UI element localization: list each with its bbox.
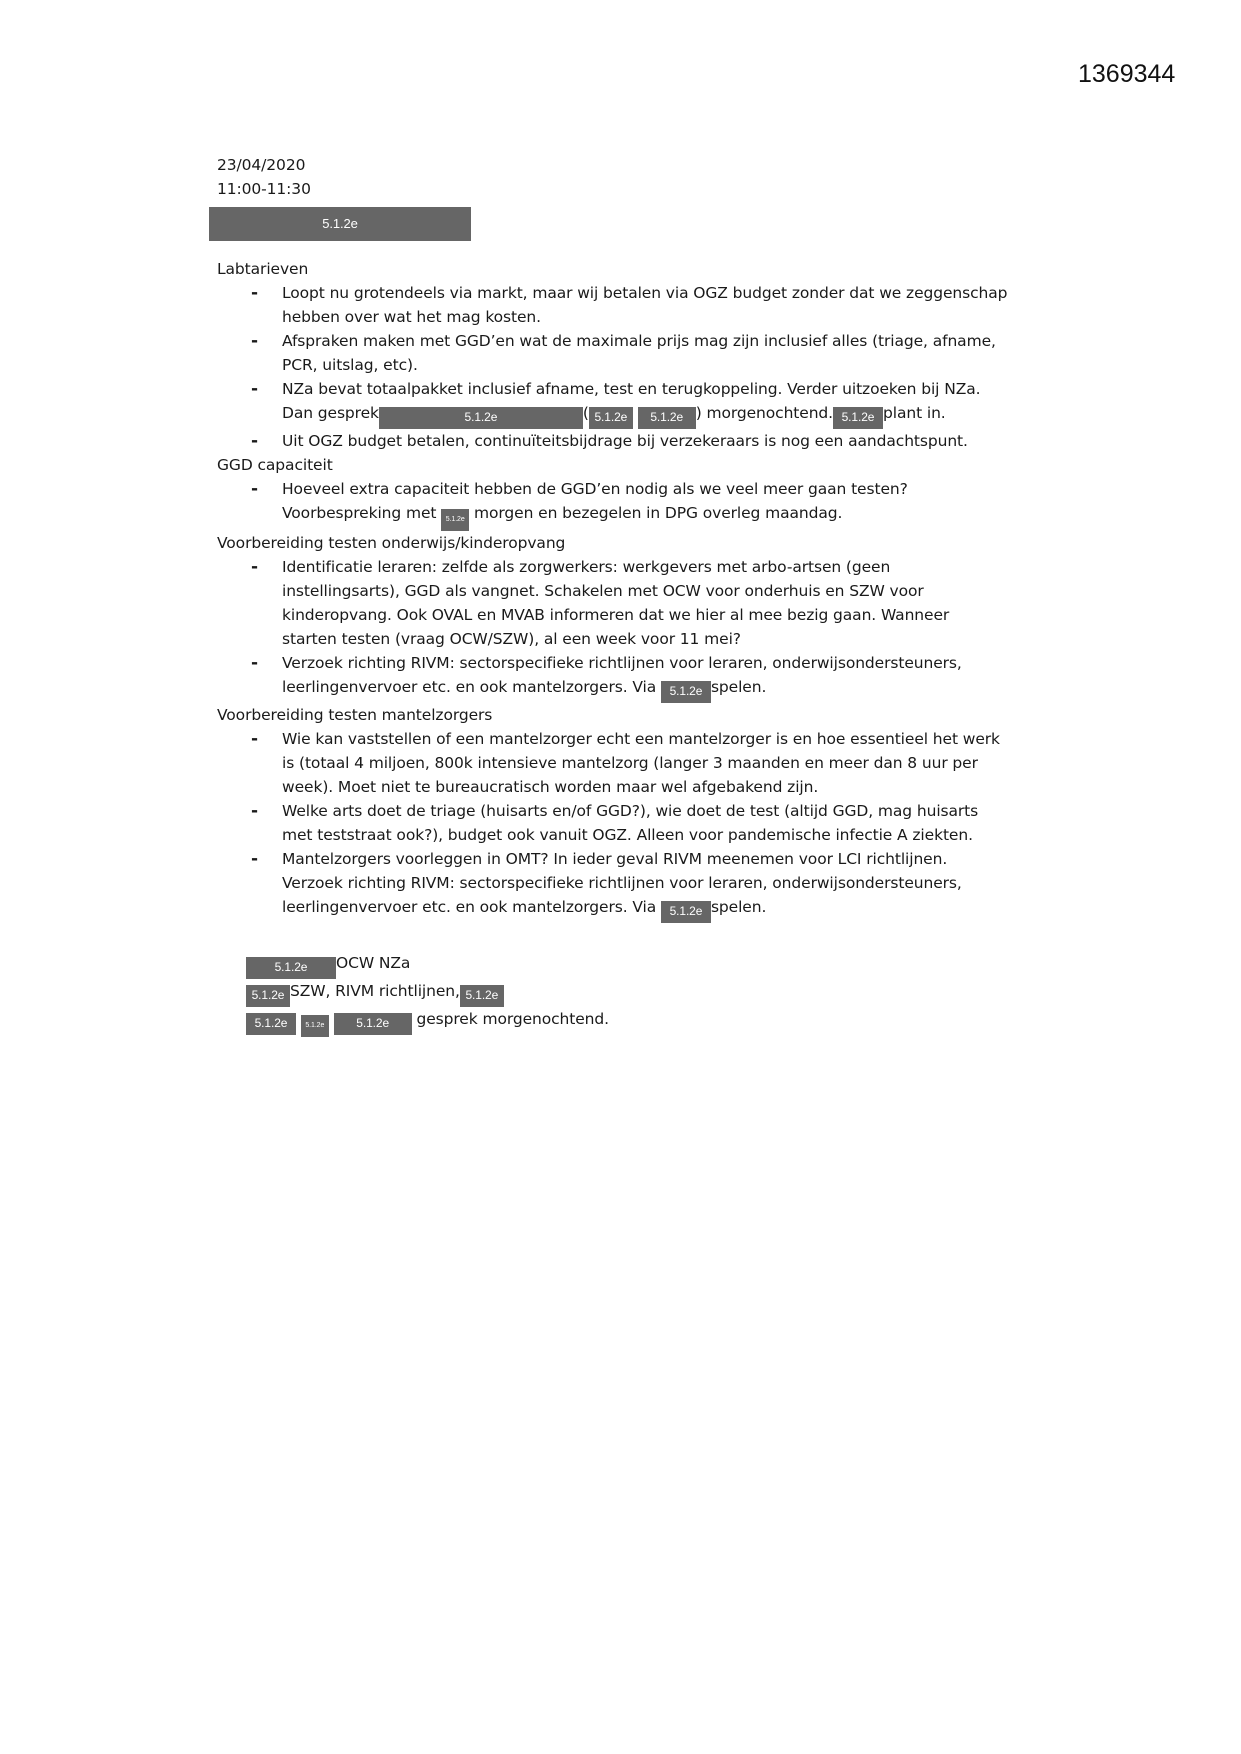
- list-item-text: [282, 675, 1037, 703]
- section-title: GGD capaciteit: [217, 456, 333, 474]
- bullet-list: [217, 727, 1037, 923]
- text-fragment: leerlingenvervoer etc. en ook mantelzorgers. Via: [282, 678, 657, 696]
- bullet-list: [217, 281, 1037, 453]
- document-number: 1369344: [1078, 60, 1176, 88]
- list-item-text: hebben over wat het mag kosten.: [282, 308, 541, 326]
- list-item: [217, 281, 1037, 329]
- list-item-text: - NZa bevat totaalpakket inclusief afname, test en terugkoppeling. Verder uitzoeken bij NZa.: [282, 380, 981, 398]
- list-item-text: - Welke arts doet de triage (huisarts en/of GGD?), wie doet de test (altijd GGD, mag huisarts: [282, 802, 979, 820]
- text-fragment: spelen.: [710, 678, 767, 696]
- list-item-text: - Afspraken maken met GGD’en wat de maximale prijs mag zijn inclusief alles (triage, afname,: [282, 332, 996, 350]
- text-fragment: (: [582, 404, 589, 422]
- list-item: [217, 429, 1037, 453]
- text-fragment: Dan gesprek: [282, 404, 379, 422]
- text-fragment: gesprek morgenochtend.: [416, 1010, 609, 1028]
- list-item-text: [282, 401, 1037, 429]
- text-fragment: plant in.: [883, 404, 946, 422]
- list-item-text: - Identificatie leraren: zelfde als zorgwerkers: werkgevers met arbo-artsen (geen: [282, 558, 891, 576]
- redaction-box: 5.1.2e: [661, 901, 711, 923]
- list-item: [217, 727, 1037, 799]
- redaction-box: 5.1.2e: [638, 407, 696, 429]
- redaction-box: 5.1.2e: [589, 407, 633, 429]
- list-item-text: Verzoek richting RIVM: sectorspecifieke richtlijnen voor leraren, onderwijsondersteuners,: [282, 874, 962, 892]
- action-item: [246, 1007, 1037, 1037]
- bullet-list: [217, 477, 1037, 531]
- list-item-text: - Loopt nu grotendeels via markt, maar wij betalen via OGZ budget zonder dat we zeggenschap: [282, 284, 1008, 302]
- action-item: [246, 979, 1037, 1007]
- section-title: Voorbereiding testen mantelzorgers: [217, 706, 493, 724]
- redaction-box: 5.1.2e: [460, 985, 504, 1007]
- meeting-date: 23/04/2020: [217, 156, 306, 174]
- redaction-box: 5.1.2e: [301, 1015, 329, 1037]
- section-labtarieven: [217, 257, 1037, 453]
- list-item-text: [282, 501, 1037, 531]
- redaction-box: 5.1.2e: [661, 681, 711, 703]
- section-mantelzorgers: [217, 703, 1037, 923]
- list-item-text: - Wie kan vaststellen of een mantelzorger echt een mantelzorger is en hoe essentieel het werk: [282, 730, 1000, 748]
- list-item: [217, 555, 1037, 651]
- document-body: [217, 153, 1037, 1037]
- redaction-box: 5.1.2e: [246, 985, 290, 1007]
- list-item-text: is (totaal 4 miljoen, 800k intensieve mantelzorg (langer 3 maanden en meer dan 8 uur per: [282, 754, 978, 772]
- redaction-box: 5.1.2e: [441, 509, 469, 531]
- list-item-text: - Verzoek richting RIVM: sectorspecifieke richtlijnen voor leraren, onderwijsondersteuners,: [282, 654, 962, 672]
- text-fragment: leerlingenvervoer etc. en ook mantelzorgers. Via: [282, 898, 657, 916]
- section-onderwijs: [217, 531, 1037, 703]
- list-item: [217, 477, 1037, 531]
- list-item: [217, 651, 1037, 703]
- action-item: [246, 951, 1037, 979]
- list-item-text: [282, 895, 1037, 923]
- list-item-text: - Hoeveel extra capaciteit hebben de GGD’en nodig als we veel meer gaan testen?: [282, 480, 908, 498]
- list-item-text: PCR, uitslag, etc).: [282, 356, 418, 374]
- list-item: [217, 329, 1037, 377]
- list-item: [217, 799, 1037, 847]
- list-item-text: instellingsarts), GGD als vangnet. Schakelen met OCW voor onderhuis en SZW voor: [282, 582, 924, 600]
- list-item: [217, 377, 1037, 429]
- redaction-box: 5.1.2e: [833, 407, 883, 429]
- redaction-box: 5.1.2e: [246, 957, 336, 979]
- list-item-text: - Uit OGZ budget betalen, continuïteitsbijdrage bij verzekeraars is nog een aandachtspunt.: [282, 432, 968, 450]
- list-item-text: met teststraat ook?), budget ook vanuit OGZ. Alleen voor pandemische infectie A ziekten.: [282, 826, 973, 844]
- section-ggd-capaciteit: [217, 453, 1037, 531]
- redaction-box: 5.1.2e: [379, 407, 583, 429]
- list-item-text: week). Moet niet te bureaucratisch worden maar wel afgebakend zijn.: [282, 778, 819, 796]
- bullet-list: [217, 555, 1037, 703]
- list-item-text: - Mantelzorgers voorleggen in OMT? In ieder geval RIVM meenemen voor LCI richtlijnen.: [282, 850, 948, 868]
- text-fragment: Voorbespreking met: [282, 504, 437, 522]
- text-fragment: morgen en bezegelen in DPG overleg maandag.: [474, 504, 843, 522]
- text-fragment: ) morgenochtend.: [695, 404, 833, 422]
- section-title: Labtarieven: [217, 260, 309, 278]
- action-items: [246, 951, 1037, 1037]
- meeting-time: 11:00-11:30: [217, 180, 311, 198]
- list-item-text: kinderopvang. Ook OVAL en MVAB informeren dat we hier al mee bezig gaan. Wanneer: [282, 606, 950, 624]
- redacted-heading: 5.1.2e: [209, 207, 471, 241]
- redaction-box: 5.1.2e: [246, 1013, 296, 1035]
- redaction-box: 5.1.2e: [334, 1013, 412, 1035]
- text-fragment: SZW, RIVM richtlijnen,: [290, 982, 460, 1000]
- list-item-text: starten testen (vraag OCW/SZW), al een week voor 11 mei?: [282, 630, 741, 648]
- text-fragment: spelen.: [710, 898, 767, 916]
- text-fragment: OCW NZa: [336, 954, 411, 972]
- list-item: [217, 847, 1037, 923]
- section-title: Voorbereiding testen onderwijs/kinderopvang: [217, 534, 566, 552]
